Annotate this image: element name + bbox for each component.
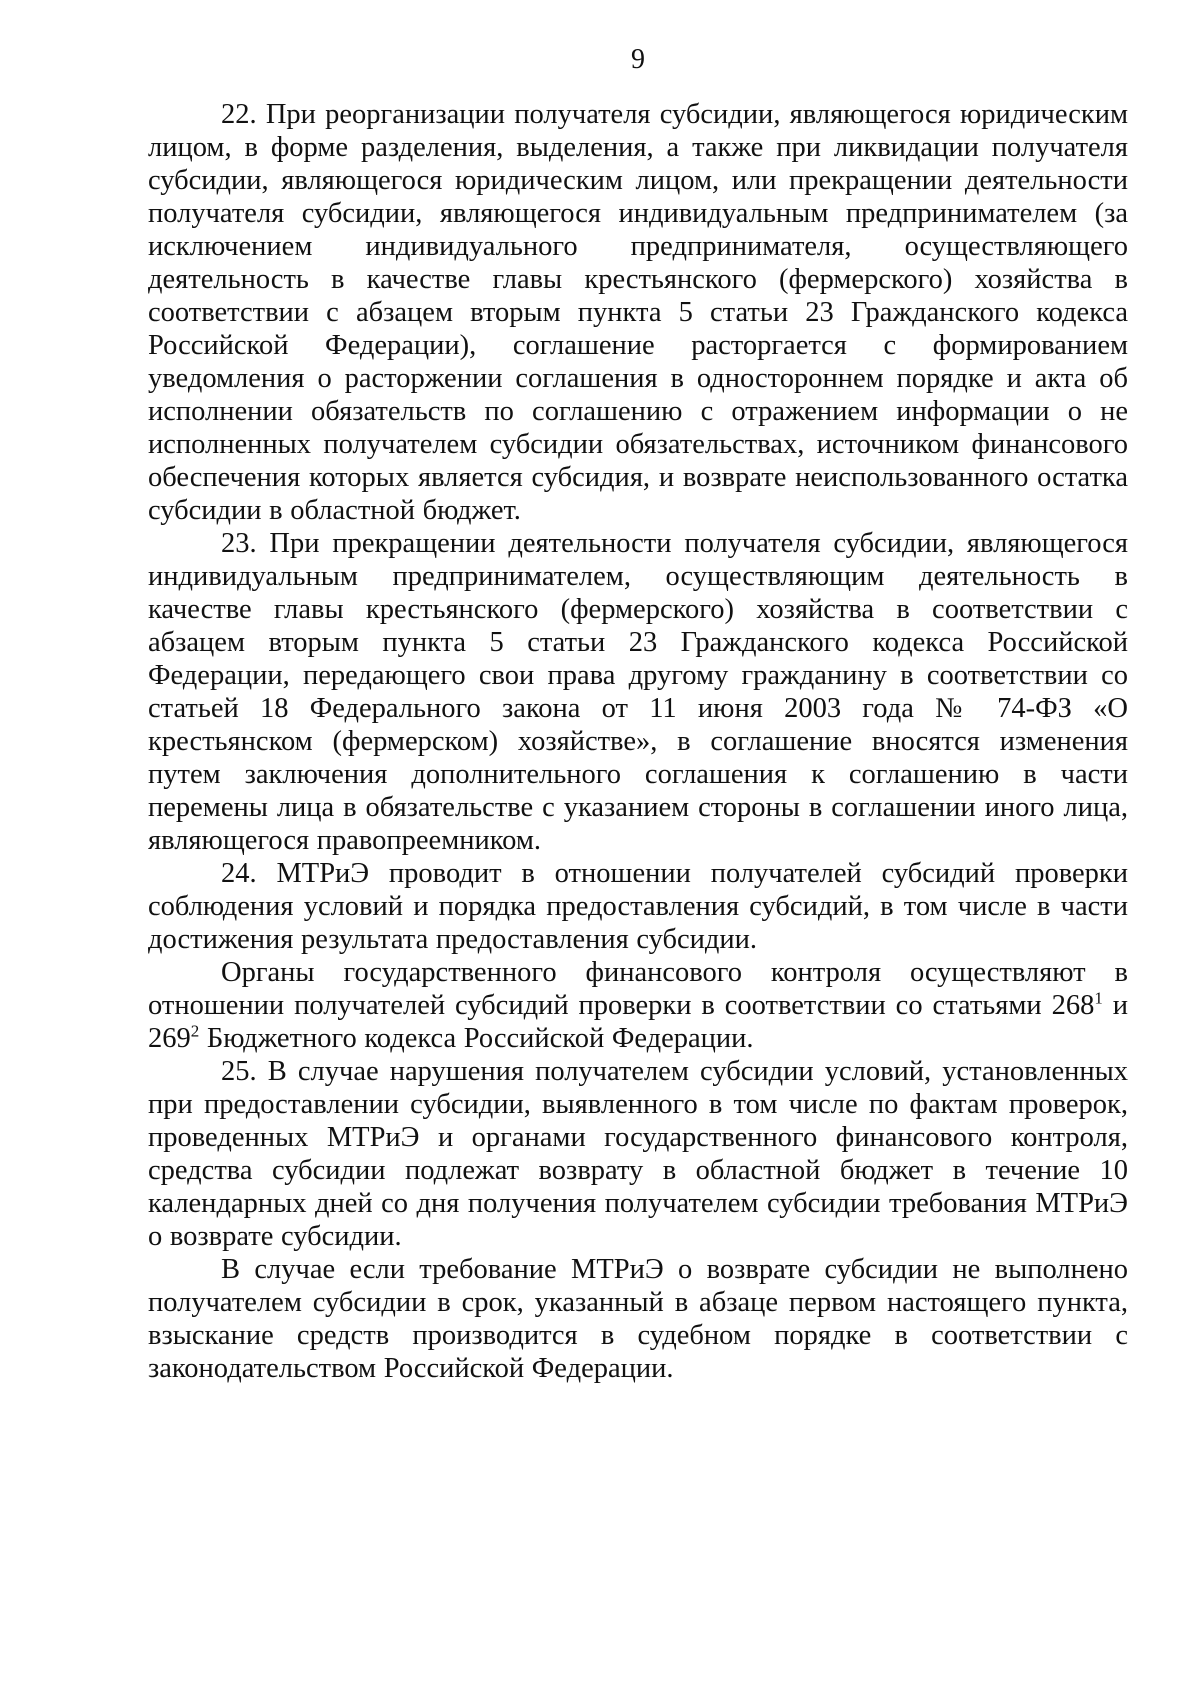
paragraph-25: 25. В случае нарушения получателем субсидии условий, установленных при предоставлении субсидии, выявленного в том числе по фактам проверок, проведенных МТРиЭ и органами государственного финансового контроля, средства субсидии подлежат возврату в областной бюджет в течение 10 календарных дней со дня получения получателем субсидии требования МТРиЭ о возврате субсидии. [148, 1056, 1128, 1252]
paragraph-23: 23. При прекращении деятельности получателя субсидии, являющегося индивидуальным предпринимателем, осуществляющим деятельность в качестве главы крестьянского (фермерского) хозяйства в соответствии с абзацем вторым пункта 5 статьи 23 Гражданского кодекса Российской Федерации, передающего свои права другому гражданину в соответствии со статьей 18 Федерального закона от 11 июня 2003 года № 74-ФЗ «О крестьянском (фермерском) хозяйстве», в соглашение вносятся изменения путем заключения дополнительного соглашения к соглашению в части перемены лица в обязательстве с указанием стороны в соглашении иного лица, являющегося правопреемником. [148, 528, 1128, 856]
page-number: 9 [631, 44, 645, 75]
superscript-2: 2 [190, 1021, 200, 1041]
paragraph-24: 24. МТРиЭ проводит в отношении получателей субсидий проверки соблюдения условий и порядка предоставления субсидий, в том числе в части достижения результата предоставления субсидии. [148, 858, 1128, 955]
superscript-1: 1 [1094, 988, 1103, 1008]
paragraph-24-text-part3: Бюджетного кодекса Российской Федерации. [199, 1023, 754, 1054]
paragraph-25-recovery: В случае если требование МТРиЭ о возврате субсидии не выполнено получателем субсидии в срок, указанный в абзаце первом настоящего пункта, взыскание средств производится в судебном порядке в соответствии с законодательством Российской Федерации. [148, 1254, 1128, 1384]
paragraph-24-text-part1: Органы государственного финансового контроля осуществляют в отношении получателей субсидий проверки в соответствии со статьями 268 [148, 957, 1128, 1021]
paragraph-24-control-bodies [148, 956, 1128, 1055]
document-body [148, 98, 1128, 1385]
document-page [148, 0, 1128, 1698]
paragraph-22: 22. При реорганизации получателя субсидии, являющегося юридическим лицом, в форме разделения, выделения, а также при ликвидации получателя субсидии, являющегося юридическим лицом, или прекращении деятельности получателя субсидии, являющегося индивидуальным предпринимателем (за исключением индивидуального предпринимателя, осуществляющего деятельность в качестве главы крестьянского (фермерского) хозяйства в соответствии с абзацем вторым пункта 5 статьи 23 Гражданского кодекса Российской Федерации), соглашение расторгается с формированием уведомления о расторжении соглашения в одностороннем порядке и акта об исполнении обязательств по соглашению с отражением информации о не исполненных получателем субсидии обязательствах, источником финансового обеспечения которых является субсидия, и возврате неиспользованного остатка субсидии в областной бюджет. [148, 99, 1128, 526]
paragraph-24-text-part2: и 269 [148, 990, 1128, 1054]
